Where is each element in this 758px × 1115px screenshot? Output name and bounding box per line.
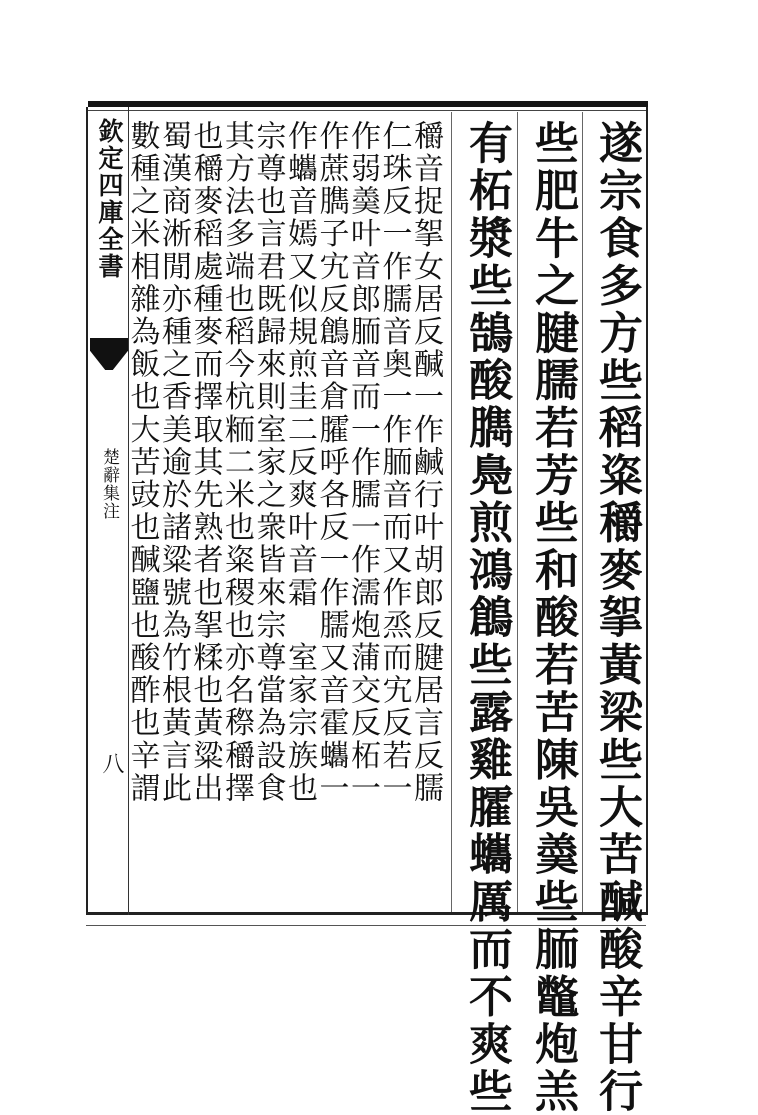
column-divider (582, 112, 583, 912)
right-border (646, 107, 648, 915)
text-column: 穱音捉挐女居反醎一作鹹行叶胡郎反腱居言反臑 (408, 120, 443, 805)
text-column: 蜀漢商淅閒亦種之香美逾於諸粱號為竹根黃言此 (156, 120, 191, 805)
margin-page-number: 八 (99, 752, 124, 774)
text-column: 其方法多端也稻今杭粫二米也粢稷也亦名穄穱擇 (219, 120, 254, 805)
text-column: 作蠵音嫣又似規煎圭二反爽叶音霜 室家宗族也 (282, 120, 317, 805)
left-border (86, 107, 88, 915)
margin-book-title: 楚辭集注 (99, 448, 119, 520)
text-column: 作弱羮叶音郎胹音而一作臑一作濡炮蒲交反柘一 (345, 120, 380, 805)
column-divider (451, 112, 452, 912)
text-column: 宗尊也言君既歸來則室家之衆皆來宗尊當為設食 (250, 120, 286, 805)
top-border (88, 101, 648, 107)
margin-collection-title: 欽定四庫全書 (95, 118, 124, 280)
fish-tail-mark (90, 338, 128, 370)
text-column: 數種之米相雜為飯也大苦豉也醎鹽也酸酢也辛謂 (124, 120, 160, 805)
text-column: 有柘漿些鵠酸臇鳧煎鴻鶬些露雞臛蠵厲而不爽些 (461, 120, 512, 1115)
column-divider (517, 112, 518, 912)
text-column: 仁珠反一作臑音奥一作胹音而又作烝而宄反若一 (376, 120, 412, 805)
text-column: 作蔗臇子宄反鶬音倉臛呼各反一作臑又音霍蠵一 (313, 120, 349, 805)
text-column: 也穱麥稻處種麥而擇取其先熟者也挐糅也黃粱出 (187, 120, 223, 805)
text-column: 些肥牛之腱臑若芳些和酸若苦陳吳羮些胹鼈炮羔 (527, 120, 578, 1115)
text-column: 遂宗食多方些稻粢穱麥挐黃梁些大苦醎酸辛甘行 (591, 120, 642, 1115)
top-border-thin (88, 110, 648, 111)
